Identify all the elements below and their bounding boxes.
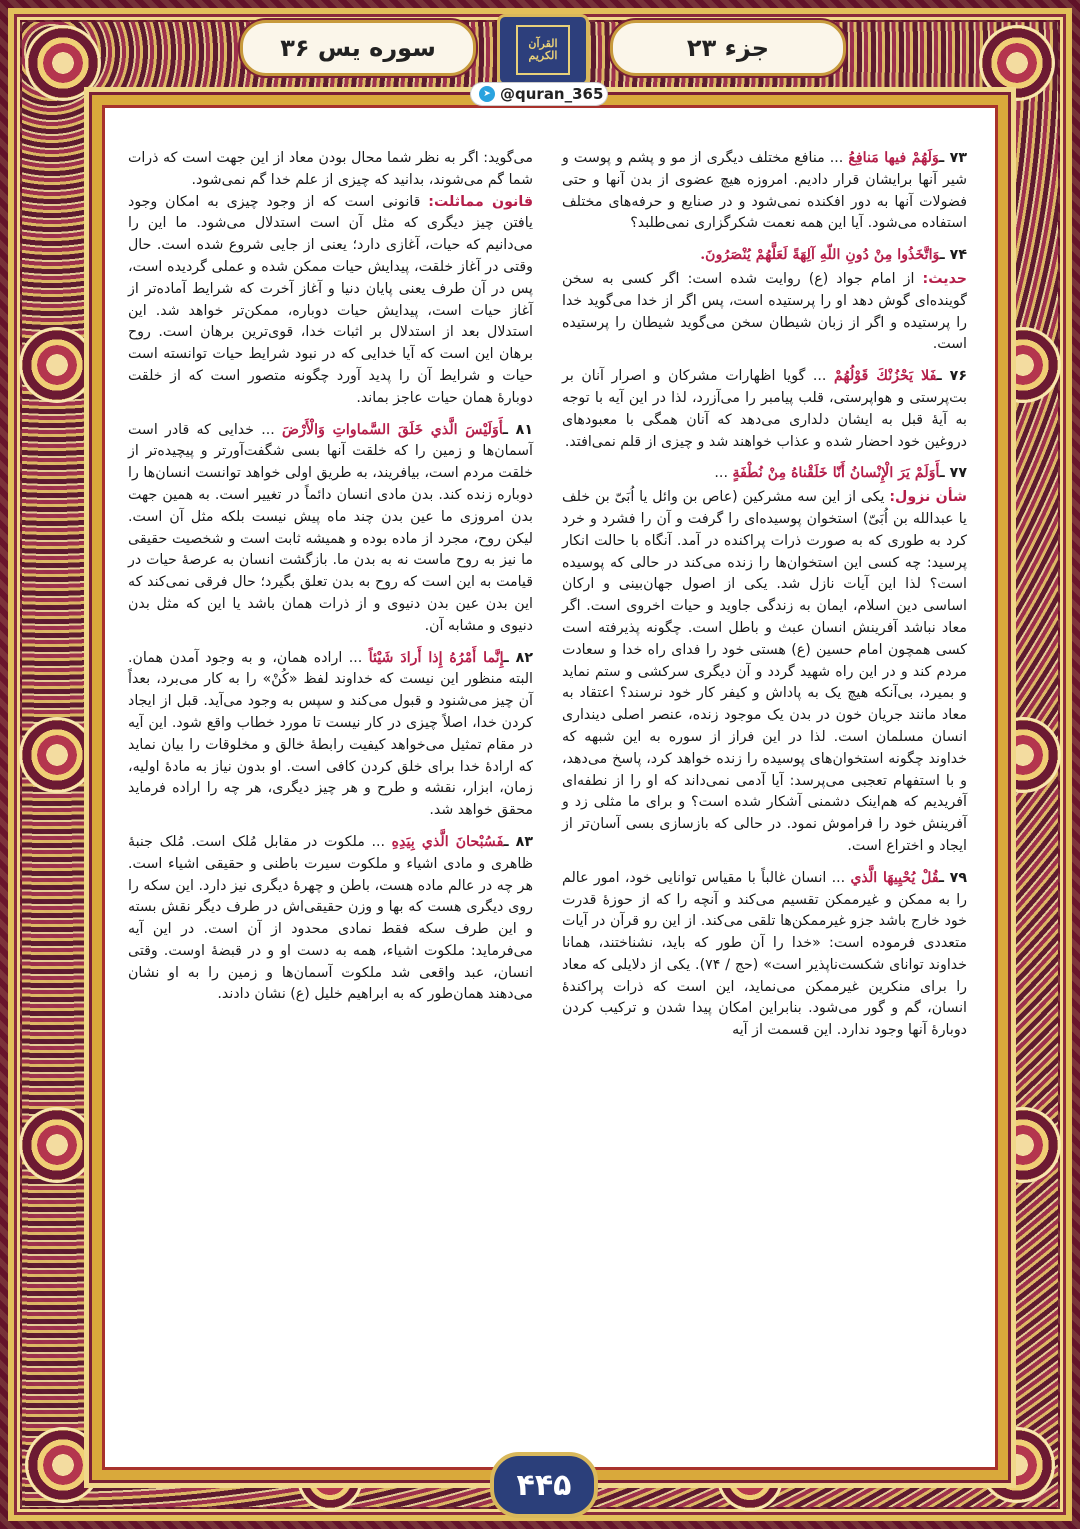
commentary-text: از امام جواد (ع) روایت شده است: اگر کسی به سخن گوینده‌ای گوش دهد او را پرستیده است، پس اگر از خدا می‌گوید خدا را پرستیده و اگر از زبان شیطان سخن می‌گوید شیطان را پرستیده است.: [562, 270, 967, 353]
commentary-text: ... منافع مختلف دیگری از مو و پشم و پوست و شیر آنها برایشان قرار دادیم. امروزه هیچ عضوی از بدن آنها و حتی فضولات آنها به دور افکنده نمی‌شود و در صنایع و حرفه‌های مختلف استفاده می‌شود. آیا این همه نعمت شکرگزاری نمی‌طلبد؟: [562, 150, 967, 232]
channel-handle-badge[interactable]: [470, 82, 608, 106]
commentary-paragraph: [562, 245, 967, 267]
commentary-paragraph: [128, 192, 533, 410]
commentary-text: ... خدایی که قادر است آسمان‌ها و زمین را که خلقت آنها بسی شگفت‌آورتر و پیچیده‌تر از خلقت مردم است، بیافریند، به طریق اولی خواهد توانست انسان‌ها را دوباره زنده کند. بدن مادی انسان دائماً در تغییر است. به همین جهت بدن امروزی ما عین بدن چند ماه پیش نیست بلکه مثل آن است. لیکن روح، مجرد از ماده بوده و همیشه ثابت است و شخصیت حقیقی ما نیز به روح ماست نه به بدن ما. بازگشت انسان به عرصهٔ حیات در قیامت به این است که روح به بدن تعلق بگیرد؛ حال فرقی نمی‌کند که این بدن عین بدن دنیوی و از ذرات همان باشد یا این که مثل بدن دنیوی و مشابه آن.: [128, 421, 533, 634]
commentary-text: ...: [714, 465, 733, 482]
commentary-paragraph: [562, 366, 967, 453]
corner-medallion-top-right: [982, 28, 1052, 98]
commentary-paragraph: [128, 832, 533, 1006]
verse-quote: أَوَلَمْ يَرَ الْإِنْسانُ أَنّا خَلَقْناهُ مِنْ نُطْفَةٍ: [732, 465, 940, 482]
verse-number: ۸۲ ـ: [503, 649, 533, 666]
verse-number: ۸۱ ـ: [503, 421, 533, 438]
commentary-text: ... ملکوت در مقابل مُلک است. مُلک جنبهٔ ظاهری و مادی اشیاء و ملکوت سیرت باطنی و حقیقی اشیاء است. هر چه در عالم ماده هست، باطن و چهرهٔ دیگری نیز دارد. این سکه را روی دیگری هست که بها و وزن حقیقی‌اش در طرف دیگر نقش بسته و این طرف سکه فقط نمادی محدود از آن است. در این آیه می‌فرماید: ملکوت اشیاء، همه به دست او و در قبضهٔ اوست. وقتی انسان، عبد واقعی شد ملکوت آسمان‌ها و زمین را به او نشان می‌دهند همان‌طور که به ابراهیم خلیل (ع) نشان دادند.: [128, 833, 533, 1003]
quran-logo: [497, 14, 589, 86]
similarity-law-label: قانون مماثلت:: [428, 193, 533, 210]
revelation-label: شأن نزول:: [889, 489, 967, 506]
verse-quote: وَاتَّخَذُوا مِنْ دُونِ اللّهِ آلِهَةً لَعَلَّهُمْ يُنْصَرُونَ.: [700, 247, 940, 264]
commentary-text: ... انسان غالباً با مقیاس توانایی خود، امور عالم را به ممکن و غیرممکن تقسیم می‌کند و آنچه را که از حوزهٔ قدرت خود خارج باشد جزو غیرممکن‌ها تلقی می‌کند. از این رو قرآن در آیات متعددی فرموده است: «خدا را آن طور که باید، نشناختند، همانا خداوند توانای شکست‌ناپذیر است» (حج / ۷۴). یکی از دلایلی که معاد را برای منکرین غیرممکن می‌نماید، این است که ذرات پراکندهٔ انسان، گم و گور می‌شود. بنابراین امکان پیدا شدن و ترکیب کردن دوبارهٔ آنها وجود ندارد. این قسمت از آیه: [562, 869, 967, 1039]
side-medallion-left-1: [22, 330, 92, 400]
page-number: ۴۴۵: [490, 1452, 598, 1518]
commentary-paragraph: [562, 487, 967, 858]
quran-logo-text: القرآن الكريم: [516, 25, 570, 75]
right-column: [562, 148, 967, 1052]
commentary-paragraph: [128, 648, 533, 822]
verse-quote: فَسُبْحانَ الَّذي بِيَدِهِ: [391, 833, 504, 850]
surah-label: سوره یس ۳۶: [240, 20, 476, 76]
verse-quote: وَلَهُمْ فيها مَنافِعُ: [848, 150, 940, 166]
verse-number: ۷۴ ـ: [939, 247, 967, 264]
verse-quote: أَوَلَيْسَ الَّذي خَلَقَ السَّماواتِ وَالْأَرْضَ: [282, 421, 504, 438]
corner-medallion-top-left: [28, 28, 98, 98]
telegram-icon: ➤: [479, 86, 495, 102]
commentary-paragraph: [128, 148, 533, 192]
verse-number: ۸۳ ـ: [503, 833, 533, 850]
verse-number: ۷۳ ـ: [939, 150, 967, 166]
side-medallion-left-3: [22, 1110, 92, 1180]
commentary-text: یکی از این سه مشرکین (عاص بن وائل یا اُبَیّ بن خلف یا عبدالله بن اُبَیّ) استخوان پوسیده‌ای را گرفت و آن را فشرد و خرد کرد به طوری که به صورت ذرات پراکنده در آمد. آنگاه با حالت انکار پرسید: چه کسی این استخوان‌ها را زنده می‌کند در حالی که پوسیده است؟ لذا این آیات نازل شد. یکی از اصول جهان‌بینی و ارکان اساسی دین اسلام، ایمان به زندگی جاوید و حیات اخروی است. اگر معاد نباشد آفرینش انسان عبث و باطل است. چگونه پذیرفته است کسی همچون امام حسین (ع) هستی خود را فدای راه خدا و سعادت مردم کند و در این راه شهید گردد و آن دیگری سرکشی و ستم نماید و بمیرد، بی‌آنکه هیچ یک به پاداش و کیفر کار خود نرسند؟ اعتقاد به معاد مانند جریان خون در بدن یک موجود زنده، عنصر اصلی دینداری انسان مسلمان است. لذا در این فراز از سوره به این شبهه که خداوند چگونه استخوان‌های پوسیده را زنده خواهد کرد، پاسخ می‌دهد، و با استفهام تعجبی می‌پرسد: آیا آدمی نمی‌داند که او را از نطفه‌ای آفریدیم که هم‌اینک دشمنی آشکار شده است؟ و برای ما مثلی زد و آفرینش خود را فراموش نمود. در حالی که بازسازی بسی آسان‌تر از ایجاد و اختراع است.: [562, 489, 967, 854]
commentary-paragraph: [562, 148, 967, 235]
commentary-paragraph: [562, 868, 967, 1042]
commentary-paragraph: [128, 420, 533, 638]
corner-medallion-bottom-left: [28, 1430, 98, 1500]
commentary-paragraph: [562, 463, 967, 485]
commentary-paragraph: [562, 269, 967, 356]
verse-quote: إِنَّما أَمْرُهُ إِذا أَرادَ شَيْئاً: [368, 649, 504, 666]
verse-number: ۷۹ ـ: [939, 869, 967, 886]
commentary-text: ... گویا اظهارات مشرکان و اصرار آنان بر بت‌پرستی و هواپرستی، قلب پیامبر را می‌آزرد، لذا در این آیه با توجه به آیهٔ قبل به ایشان دلداری می‌دهد که آنان همگی با معبودهای دروغین خود احضار شده و عذاب خواهند شد و چیزی از قلم نمی‌افتد.: [562, 368, 967, 450]
hadith-label: حدیث:: [922, 270, 967, 287]
verse-quote: فَلا يَحْزُنْكَ قَوْلُهُمْ: [833, 368, 937, 385]
channel-handle-text: @quran_365: [500, 85, 604, 103]
verse-quote: قُلْ يُحْيِيهَا الَّذي: [850, 869, 940, 886]
verse-number: ۷۶ ـ: [936, 368, 967, 385]
juz-label: جزء ۲۳: [610, 20, 846, 76]
verse-number: ۷۷ ـ: [939, 465, 967, 482]
commentary-text: قانونی است که از وجود چیزی به امکان وجود یافتن چیز دیگری که مثل آن است استدلال می‌شود. ما این را می‌دانیم که حیات، آغازی دارد؛ یعنی از جایی شروع شده است. حال وقتی در آغاز خلقت، پیدایش حیات ممکن شده و عملی گردیده است، پس در آن طرف یعنی پایان دنیا و آغاز آخرت که شرایط آماده‌تر از آغاز حیات است، پیدایش حیات دوباره، ممکن‌تر خواهد شد. این استدلال بعد از استدلال بر اثبات خدا، قوی‌ترین برهان است. روح برهان این است که آیا خدایی که در نبود شرایط حیات توانسته است حیات و شرایط آن را پدید آورد چگونه متصور است که از خلقت دوبارهٔ همان حیات عاجز بماند.: [128, 193, 533, 406]
left-column: [128, 148, 533, 1016]
side-medallion-left-2: [22, 720, 92, 790]
commentary-text: می‌گوید: اگر به نظر شما محال بودن معاد از این جهت است که ذرات شما گم می‌شوند، بدانید که چیزی از علم خدا گم نمی‌شود.: [128, 150, 533, 188]
commentary-text: ... اراده همان، و به وجود آمدن همان. البته منظور این نیست که خداوند لفظ «کُنْ» را به کار می‌برد، بعداً آن چیز می‌شنود و قبول می‌کند و سپس به وجود می‌آید. قبل از ایجاد کردن خدا، اصلاً چیزی در کار نیست تا مورد خطاب واقع شود. این آیه در مقام تمثیل می‌خواهد کیفیت رابطهٔ خالق و مخلوقات را بیان نماید که ارادهٔ خدا برای خلق کردن کافی است. او بدون نیاز به مادهٔ اولیه، زمان، ابزار، نقشه و طرح و هر چیز دیگری، هر چه را اراده فرماید محقق خواهد شد.: [128, 649, 533, 819]
